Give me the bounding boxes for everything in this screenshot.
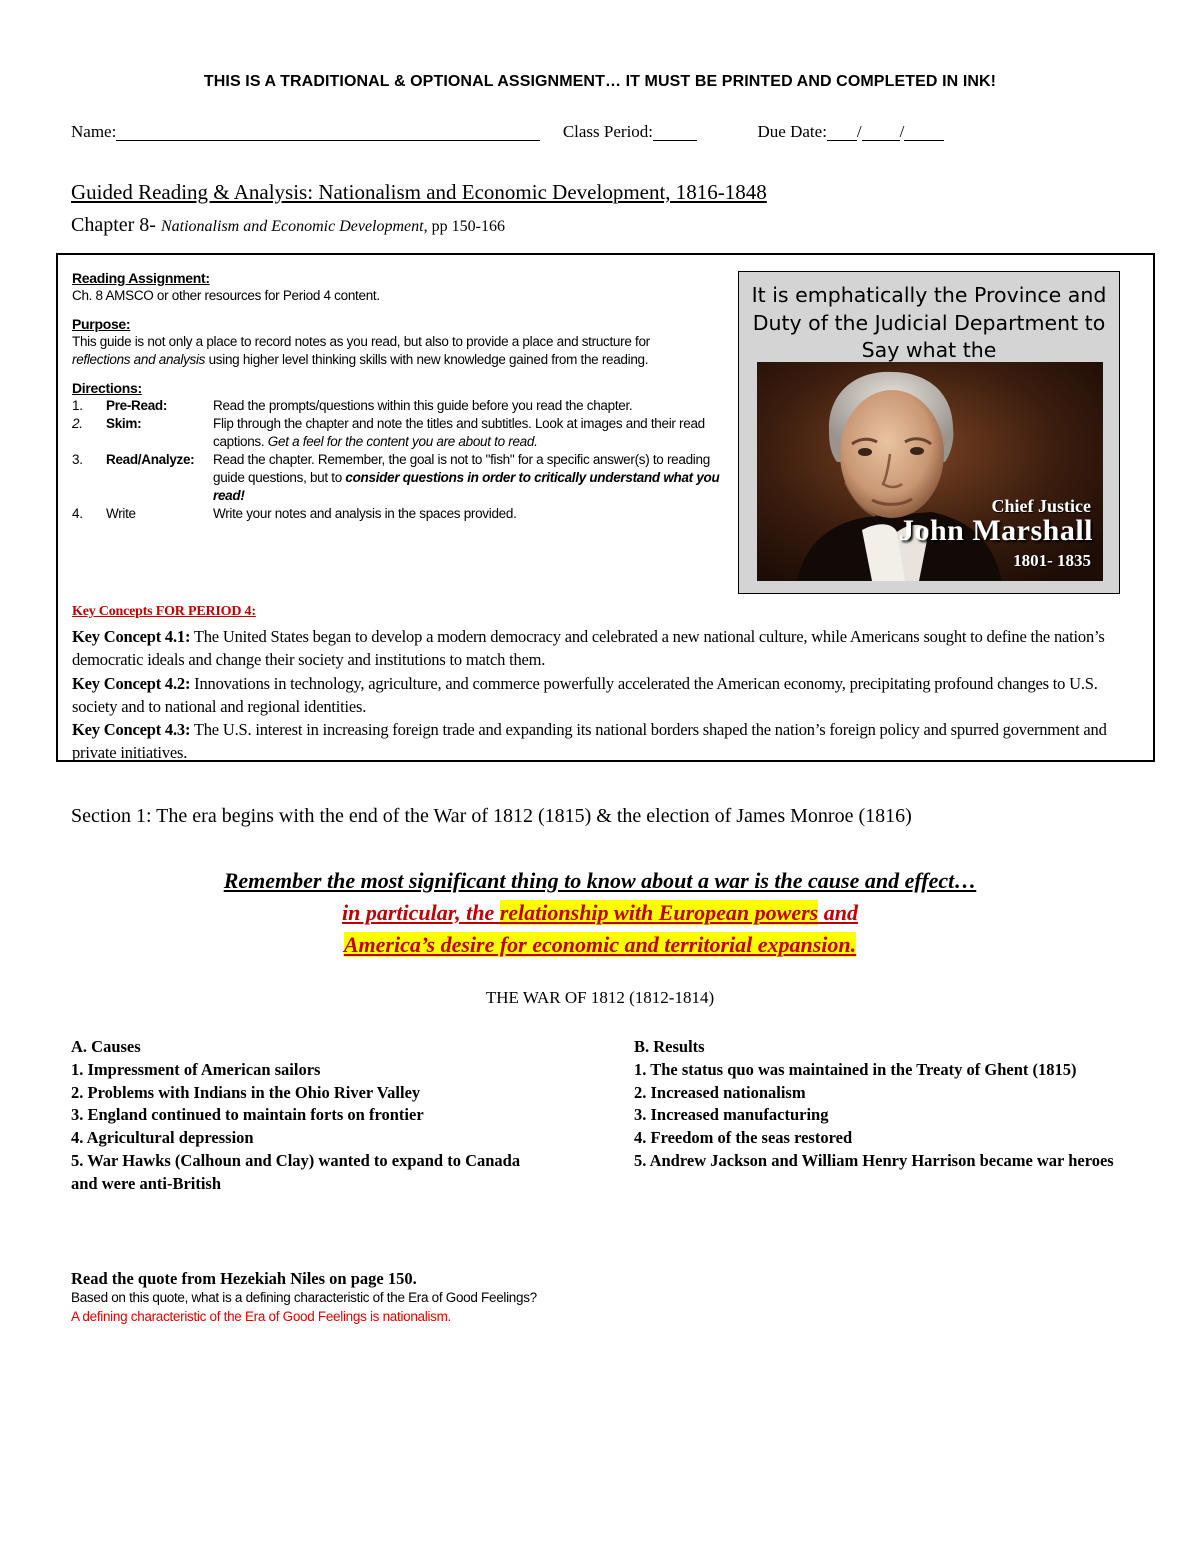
remember-line-2 [0, 897, 1200, 929]
marshall-portrait-image [757, 362, 1103, 581]
direction-key: Pre-Read: [106, 398, 168, 413]
remember-line-2-start: in particular, the [342, 900, 500, 925]
direction-text-main: Read the chapter. Remember, the goal is not to "fish" for a specific answer(s) to reading guide questions, but to [213, 452, 710, 485]
remember-line-2-end: and [818, 900, 858, 925]
section-1-heading: Section 1: The era begins with the end of the War of 1812 (1815) & the election of James Monroe (1816) [71, 805, 912, 827]
remember-highlight: relationship with European powers [499, 900, 819, 925]
key-concept-label: Key Concept 4.3: [72, 720, 191, 740]
direction-key: Skim: [106, 416, 142, 431]
reading-header: Reading Assignment: [72, 270, 210, 286]
purpose-header: Purpose: [72, 316, 131, 332]
key-concept-label: Key Concept 4.2: [72, 673, 191, 693]
niles-answer[interactable]: A defining characteristic of the Era of Good Feelings is nationalism. [71, 1309, 452, 1324]
class-period-field[interactable] [653, 122, 697, 141]
list-item: 2. Increased nationalism [634, 1082, 806, 1102]
assignment-banner: THIS IS A TRADITIONAL & OPTIONAL ASSIGNMENT… IT MUST BE PRINTED AND COMPLETED IN INK! [203, 73, 997, 90]
class-period-label: Class Period: [562, 122, 654, 141]
list-item: 3. Increased manufacturing [634, 1105, 829, 1125]
key-concept-text: The U.S. interest in increasing foreign trade and expanding its national borders shaped the nation’s foreign policy and spurred government and private initiatives. [72, 720, 1107, 763]
purpose-text-rest: using higher level thinking skills with new knowledge gained from the reading. [205, 352, 649, 367]
portrait-caption-title: Chief Justice [991, 496, 1091, 516]
marshall-portrait-panel [738, 271, 1120, 594]
chapter-subtitle: Nationalism and Economic Development [160, 218, 424, 235]
reading-text: Ch. 8 AMSCO or other resources for Period 4 content. [72, 288, 380, 303]
results-header: B. Results [634, 1037, 705, 1056]
remember-highlight: America’s desire for economic and territorial expansion. [343, 932, 857, 957]
causes-list [71, 1036, 551, 1196]
portrait-caption-years: 1801- 1835 [1013, 551, 1091, 570]
direction-text-main: Flip through the chapter and note the titles and subtitles. Look at images and their read captions. [213, 416, 705, 449]
list-item: 4. Freedom of the seas restored [634, 1128, 853, 1148]
purpose-text-line: This guide is not only a place to record notes as you read, but also to provide a place and structure for [72, 334, 650, 349]
list-item: 2. Problems with Indians in the Ohio River Valley [71, 1082, 421, 1102]
list-item: 5. War Hawks (Calhoun and Clay) wanted to expand to Canada and were anti-British [71, 1150, 521, 1193]
key-concept-item [72, 718, 1142, 764]
direction-number: 4. [72, 506, 83, 521]
direction-key: Read/Analyze: [106, 452, 195, 467]
key-concepts [72, 600, 1142, 764]
portrait-illustration [757, 362, 1103, 581]
direction-number: 3. [72, 452, 83, 467]
purpose-text [72, 333, 742, 369]
direction-item [72, 505, 742, 523]
niles-question-text: Based on this quote, what is a defining characteristic of the Era of Good Feelings? [71, 1290, 537, 1305]
key-concept-item [72, 625, 1142, 671]
key-concept-text: Innovations in technology, agriculture, and commerce powerfully accelerated the American economy, precipitating profound changes to U.S. society and to national and regional identities. [72, 673, 1098, 716]
date-separator: / [899, 122, 905, 141]
header-fields-row [71, 122, 944, 142]
niles-prompt: Read the quote from Hezekiah Niles on page 150. [71, 1269, 417, 1288]
direction-number: 1. [72, 398, 83, 413]
date-separator: / [856, 122, 862, 141]
war-of-1812-heading: THE WAR OF 1812 (1812-1814) [485, 988, 715, 1007]
page-title: Guided Reading & Analysis: Nationalism and Economic Development, 1816-1848 [71, 180, 767, 204]
key-concept-item [72, 672, 1142, 718]
direction-text [213, 415, 742, 451]
purpose-emphasis: reflections and analysis [72, 352, 206, 367]
due-month-field[interactable] [827, 122, 857, 141]
niles-question [71, 1269, 537, 1326]
direction-text-emphasis: consider questions in order to critically understand what you read! [213, 470, 720, 503]
reading-assignment-box [56, 253, 1155, 762]
remember-line-3 [0, 929, 1200, 961]
key-concept-label: Key Concept 4.1: [72, 627, 191, 647]
direction-item [72, 415, 742, 451]
key-concept-text: The United States began to develop a modern democracy and celebrated a new national culture, while Americans sought to define the nation’s democratic ideals and change their society and institutions to match them. [72, 627, 1105, 670]
directions-header: Directions: [72, 380, 142, 396]
name-field[interactable] [116, 122, 540, 141]
name-label: Name: [71, 122, 117, 141]
direction-text: Write your notes and analysis in the spaces provided. [213, 506, 517, 521]
marshall-quote: It is emphatically the Province and Duty of the Judicial Department to Say what the [751, 283, 1107, 362]
due-year-field[interactable] [904, 122, 944, 141]
direction-text-italic: Get a feel for the content you are about to read. [267, 434, 538, 449]
results-list [634, 1036, 1124, 1173]
direction-key: Write [106, 506, 136, 521]
chapter-title [71, 214, 505, 237]
due-date-label: Due Date: [757, 122, 827, 141]
list-item: 1. Impressment of American sailors [71, 1059, 321, 1079]
direction-text: Read the prompts/questions within this guide before you read the chapter. [213, 398, 633, 413]
causes-header: A. Causes [71, 1037, 141, 1056]
direction-number: 2. [72, 416, 83, 431]
chapter-label: Chapter 8- [71, 214, 156, 236]
key-concepts-title: Key Concepts FOR PERIOD 4: [72, 604, 256, 619]
portrait-caption-name: John Marshall [898, 514, 1093, 547]
due-day-field[interactable] [862, 122, 900, 141]
list-item: 4. Agricultural depression [71, 1128, 254, 1148]
direction-text [213, 451, 742, 505]
direction-item [72, 451, 742, 505]
remember-callout [0, 865, 1200, 961]
list-item: 3. England continued to maintain forts on frontier [71, 1105, 424, 1125]
remember-line-1: Remember the most significant thing to know about a war is the cause and effect… [223, 868, 977, 893]
list-item: 5. Andrew Jackson and William Henry Harrison became war heroes [634, 1150, 1114, 1170]
assignment-instructions [72, 269, 742, 523]
chapter-pages: , pp 150-166 [423, 218, 505, 235]
direction-item [72, 397, 742, 415]
list-item: 1. The status quo was maintained in the Treaty of Ghent (1815) [634, 1059, 1077, 1079]
